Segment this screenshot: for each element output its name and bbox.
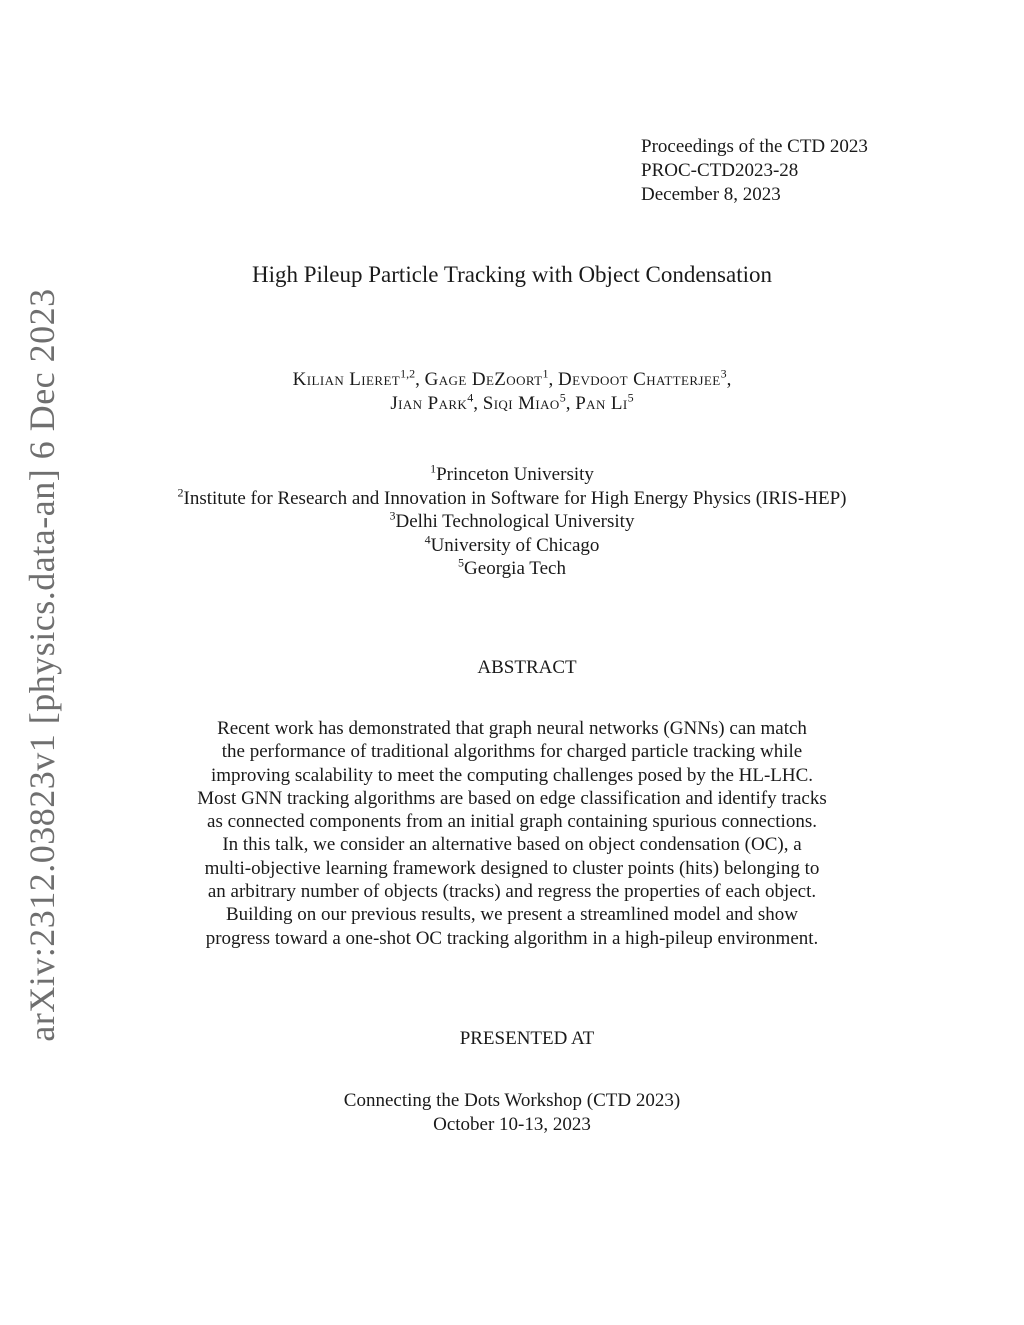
abstract-line: progress toward a one-shot OC tracking algorithm in a high-pileup environment. bbox=[205, 927, 819, 949]
paper-title: High Pileup Particle Tracking with Object Condensation bbox=[251, 262, 772, 287]
author-name: Devdoot Chatterjee bbox=[558, 369, 721, 390]
venue-info bbox=[0, 1089, 1024, 1136]
abstract-line: Recent work has demonstrated that graph neural networks (GNNs) can match bbox=[217, 718, 807, 739]
author-name: Pan Li bbox=[575, 393, 628, 414]
proceedings-info bbox=[641, 135, 1011, 207]
abstract-line: multi-objective learning framework designed to cluster points (hits) belonging to bbox=[204, 857, 820, 879]
proceedings-date: December 8, 2023 bbox=[641, 184, 781, 205]
abstract-line: improving scalability to meet the computing challenges posed by the HL-LHC. bbox=[210, 764, 814, 786]
affiliation-item bbox=[0, 510, 1024, 534]
affiliation-name: Georgia Tech bbox=[464, 558, 566, 579]
abstract-line: In this talk, we consider an alternative based on object condensation (OC), a bbox=[222, 834, 802, 856]
author-affiliation-mark: 1 bbox=[542, 366, 549, 381]
proceedings-line-2: PROC-CTD2023-28 bbox=[641, 160, 799, 181]
proceedings-line-1: Proceedings of the CTD 2023 bbox=[641, 136, 868, 157]
affiliation-item bbox=[0, 463, 1024, 487]
abstract-line: the performance of traditional algorithms for charged particle tracking while bbox=[221, 741, 803, 763]
abstract-heading: ABSTRACT bbox=[477, 657, 577, 678]
affiliation-name: University of Chicago bbox=[430, 534, 600, 556]
abstract-line: Building on our previous results, we present a streamlined model and show bbox=[225, 904, 798, 926]
abstract-line: as connected components from an initial graph containing spurious connections. bbox=[207, 811, 817, 833]
affiliation-item bbox=[0, 557, 1024, 581]
affiliation-number: 5 bbox=[458, 555, 465, 570]
author-affiliation-mark: 5 bbox=[559, 390, 566, 405]
author-name: Siqi Miao bbox=[482, 393, 560, 414]
affiliation-number: 4 bbox=[424, 532, 431, 547]
affiliation-name: Princeton University bbox=[436, 464, 594, 485]
author-line-1: Kilian Lieret$^{1,2}$, Gage DeZoort$^1$, Devdoot Chatterjee$^3$, bbox=[292, 366, 732, 390]
author-affiliation-mark: 4 bbox=[467, 390, 474, 405]
author-line-2: Jian Park$^4$, Siqi Miao$^5$, Pan Li$^5$ bbox=[390, 390, 634, 414]
affiliation-number: 2 bbox=[177, 485, 184, 500]
abstract-text bbox=[150, 717, 874, 950]
affiliation-item bbox=[0, 487, 1024, 511]
affiliation-number: 1 bbox=[430, 461, 437, 476]
affiliation-list bbox=[0, 463, 1024, 581]
affiliation-number: 3 bbox=[389, 508, 396, 523]
author-name: Gage DeZoort bbox=[424, 369, 543, 390]
affiliation-name: Delhi Technological University bbox=[395, 511, 635, 532]
author-affiliation-mark: 1,2 bbox=[400, 366, 416, 381]
presented-at-heading: PRESENTED AT bbox=[459, 1028, 595, 1049]
venue-dates: October 10-13, 2023 bbox=[433, 1113, 591, 1135]
abstract-line: Most GNN tracking algorithms are based on edge classification and identify tracks bbox=[197, 787, 827, 809]
affiliation-name: Institute for Research and Innovation in Software for High Energy Physics (IRIS-HEP) bbox=[183, 487, 847, 509]
abstract-line: an arbitrary number of objects (tracks) and regress the properties of each object. bbox=[207, 881, 817, 903]
author-affiliation-mark: 3 bbox=[720, 366, 727, 381]
affiliation-item bbox=[0, 534, 1024, 558]
author-name: Kilian Lieret bbox=[292, 369, 401, 390]
venue-name: Connecting the Dots Workshop (CTD 2023) bbox=[343, 1090, 681, 1111]
author-name: Jian Park bbox=[390, 393, 468, 414]
author-affiliation-mark: 5 bbox=[627, 390, 634, 405]
arxiv-identifier-stamp: arXiv:2312.03823v1 [physics.data-an] 6 Dec 2023 bbox=[22, 288, 62, 1042]
author-list bbox=[0, 368, 1024, 416]
